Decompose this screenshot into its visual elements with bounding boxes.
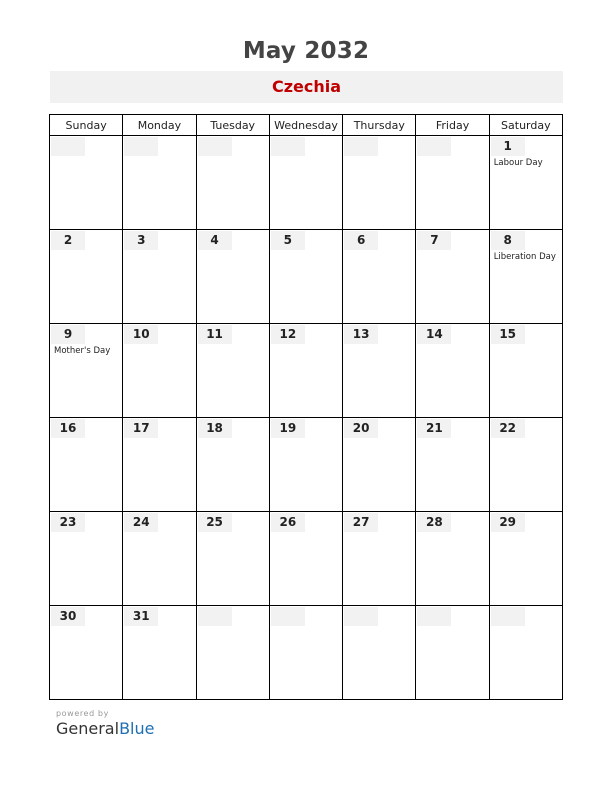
day-number: 6: [344, 231, 378, 250]
country-name: Czechia: [271, 77, 342, 96]
day-number: 16: [51, 419, 85, 438]
weekday-monday: Monday: [123, 115, 196, 136]
calendar-empty-cell: [416, 606, 489, 700]
day-number: 10: [124, 325, 158, 344]
day-number: 22: [491, 419, 525, 438]
calendar-week-row: [50, 512, 563, 606]
day-number: 4: [198, 231, 232, 250]
weekday-wednesday: Wednesday: [269, 115, 342, 136]
calendar-day-cell: [196, 230, 269, 324]
calendar-week-row: [50, 230, 563, 324]
day-number: 30: [51, 607, 85, 626]
calendar-day-cell: [489, 324, 562, 418]
powered-by-text: powered by: [56, 709, 109, 718]
day-number: 24: [124, 513, 158, 532]
calendar-day-cell: [123, 324, 196, 418]
calendar-day-cell: [196, 512, 269, 606]
day-number: [271, 607, 305, 626]
calendar-day-cell: [50, 418, 123, 512]
weekday-friday: Friday: [416, 115, 489, 136]
weekday-saturday: Saturday: [489, 115, 562, 136]
calendar-day-cell: [50, 512, 123, 606]
day-number: 29: [491, 513, 525, 532]
calendar-day-cell: [196, 418, 269, 512]
calendar-empty-cell: [416, 136, 489, 230]
day-number: 12: [271, 325, 305, 344]
day-number: 17: [124, 419, 158, 438]
calendar-day-cell: [489, 136, 562, 230]
calendar-day-cell: [489, 230, 562, 324]
calendar-day-cell: [50, 606, 123, 700]
day-number: 8: [491, 231, 525, 250]
day-number: [417, 137, 451, 156]
day-number: 20: [344, 419, 378, 438]
calendar-day-cell: [269, 324, 342, 418]
day-number: [344, 137, 378, 156]
calendar-day-cell: [343, 512, 416, 606]
day-number: 31: [124, 607, 158, 626]
calendar-empty-cell: [269, 606, 342, 700]
weekday-sunday: Sunday: [50, 115, 123, 136]
calendar-empty-cell: [196, 606, 269, 700]
day-number: 27: [344, 513, 378, 532]
day-number: 13: [344, 325, 378, 344]
day-number: [124, 137, 158, 156]
holiday-label: Liberation Day: [493, 252, 556, 262]
calendar-day-cell: [343, 418, 416, 512]
weekday-thursday: Thursday: [343, 115, 416, 136]
calendar-day-cell: [416, 230, 489, 324]
calendar-grid: [49, 114, 563, 700]
calendar-day-cell: [50, 324, 123, 418]
calendar-day-cell: [416, 418, 489, 512]
day-number: 1: [491, 137, 525, 156]
calendar-day-cell: [269, 418, 342, 512]
calendar-day-cell: [123, 230, 196, 324]
day-number: 28: [417, 513, 451, 532]
day-number: [198, 137, 232, 156]
holiday-label: Labour Day: [493, 158, 543, 168]
brand-logo[interactable]: [56, 719, 154, 738]
day-number: [198, 607, 232, 626]
calendar-day-cell: [416, 512, 489, 606]
calendar-day-cell: [50, 230, 123, 324]
day-number: 2: [51, 231, 85, 250]
calendar-empty-cell: [196, 136, 269, 230]
day-number: [51, 137, 85, 156]
calendar-week-row: [50, 324, 563, 418]
calendar-day-cell: [269, 512, 342, 606]
calendar-empty-cell: [343, 606, 416, 700]
day-number: [344, 607, 378, 626]
day-number: 3: [124, 231, 158, 250]
day-number: 18: [198, 419, 232, 438]
day-number: 11: [198, 325, 232, 344]
page-title: May 2032: [242, 38, 370, 64]
calendar-day-cell: [343, 230, 416, 324]
day-number: [417, 607, 451, 626]
calendar-day-cell: [343, 324, 416, 418]
calendar-week-row: [50, 418, 563, 512]
calendar-day-cell: [123, 606, 196, 700]
day-number: 5: [271, 231, 305, 250]
day-number: 23: [51, 513, 85, 532]
calendar-empty-cell: [123, 136, 196, 230]
holiday-label: Mother's Day: [54, 346, 111, 356]
country-banner: [50, 71, 563, 103]
day-number: 15: [491, 325, 525, 344]
day-number: [271, 137, 305, 156]
footer-branding: [56, 709, 154, 738]
calendar-empty-cell: [50, 136, 123, 230]
day-number: 21: [417, 419, 451, 438]
calendar-day-cell: [489, 512, 562, 606]
day-number: [491, 607, 525, 626]
calendar-day-cell: [269, 230, 342, 324]
brand-name-part1: General: [56, 719, 120, 738]
calendar-day-cell: [416, 324, 489, 418]
calendar-day-cell: [123, 418, 196, 512]
weekday-tuesday: Tuesday: [196, 115, 269, 136]
day-number: 19: [271, 419, 305, 438]
calendar-day-cell: [123, 512, 196, 606]
day-number: 7: [417, 231, 451, 250]
weekday-header-row: [50, 115, 563, 136]
day-number: 9: [51, 325, 85, 344]
day-number: 14: [417, 325, 451, 344]
calendar-empty-cell: [269, 136, 342, 230]
calendar-week-row: [50, 606, 563, 700]
day-number: 25: [198, 513, 232, 532]
day-number: 26: [271, 513, 305, 532]
calendar-week-row: [50, 136, 563, 230]
calendar-day-cell: [196, 324, 269, 418]
brand-name-part2: Blue: [119, 719, 155, 738]
calendar-day-cell: [489, 418, 562, 512]
calendar-empty-cell: [343, 136, 416, 230]
calendar-empty-cell: [489, 606, 562, 700]
